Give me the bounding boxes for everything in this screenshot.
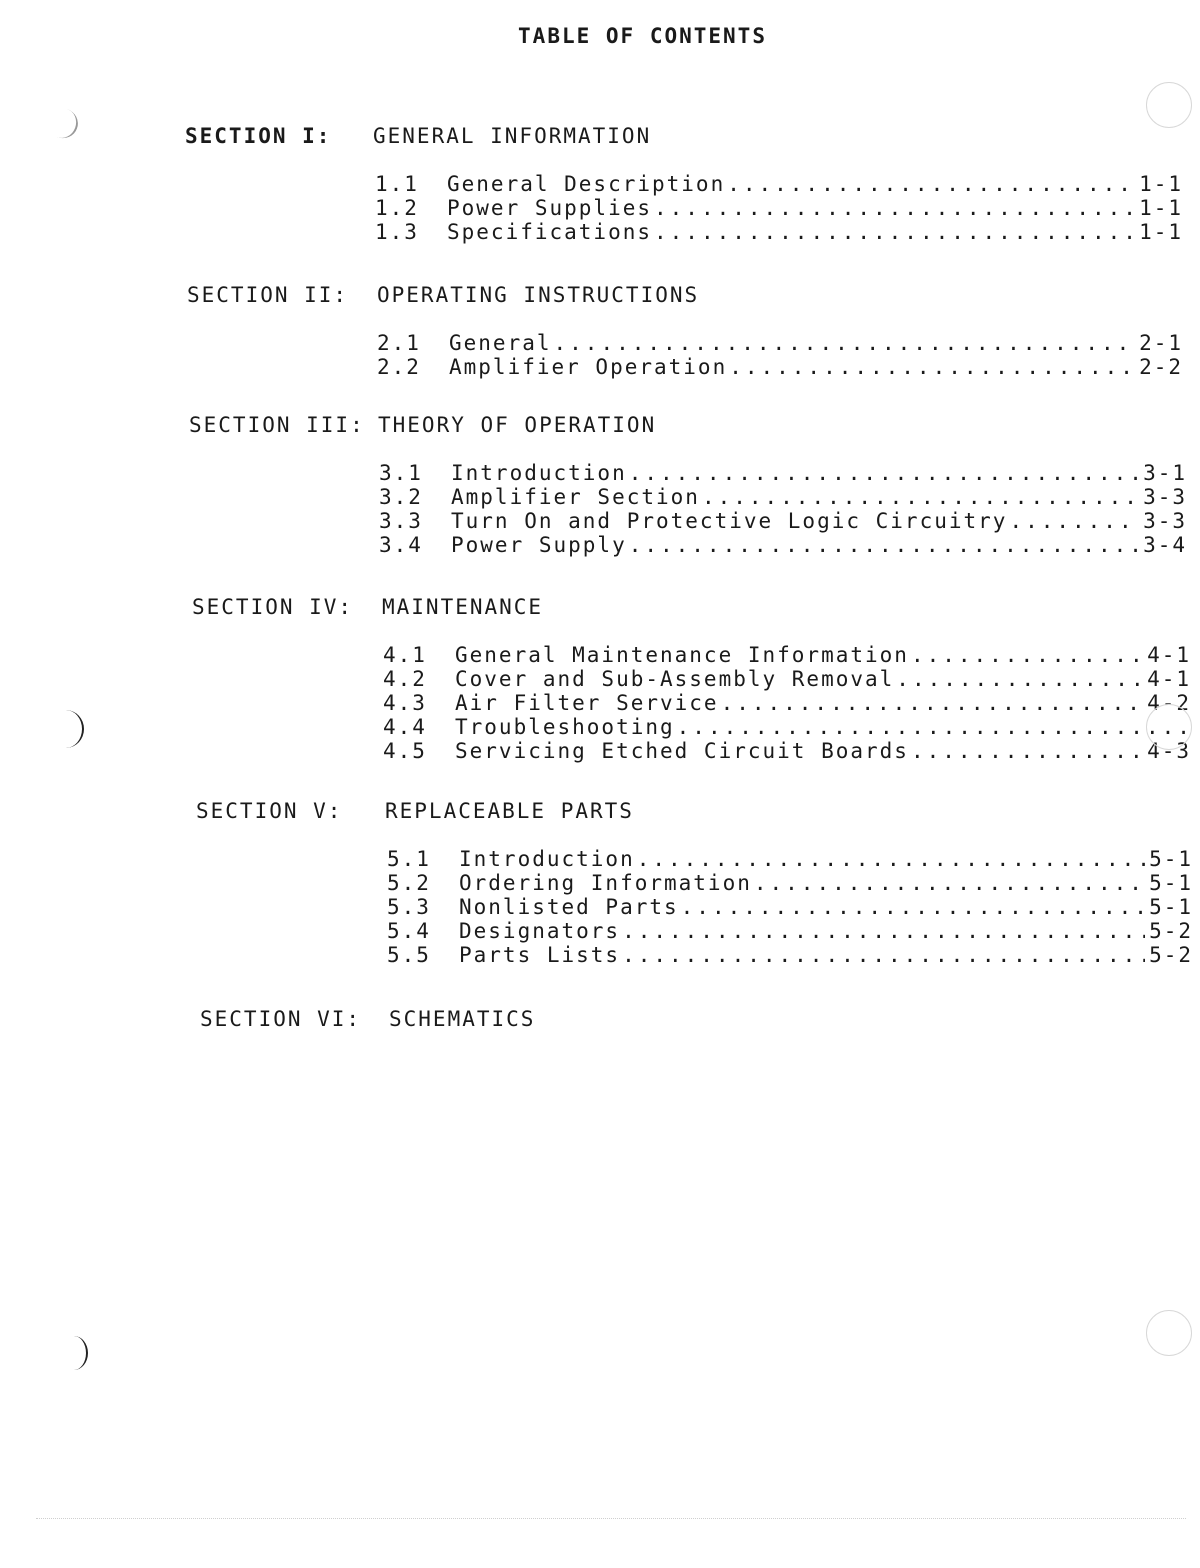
section-label: SECTION IV: (192, 595, 354, 619)
entry-page-number: 1-1 (1139, 220, 1183, 244)
entry-page-number: 3-3 (1143, 509, 1187, 533)
dot-leader (1009, 509, 1139, 533)
section-label: SECTION I: (185, 124, 332, 148)
entry-page-number: 4-1 (1147, 667, 1191, 691)
entry-title: General (449, 331, 552, 355)
dot-leader (681, 895, 1145, 919)
toc-entry (383, 643, 1191, 667)
section-title: SCHEMATICS (389, 1007, 536, 1031)
entry-page-number: 3-1 (1143, 461, 1187, 485)
toc-entry (379, 461, 1187, 485)
entry-title: Troubleshooting (455, 715, 675, 739)
entry-page-number: 4-1 (1147, 643, 1191, 667)
section-label: SECTION VI: (200, 1007, 362, 1031)
entry-title: Power Supplies (447, 196, 653, 220)
entry-title: Air Filter Service (455, 691, 719, 715)
section-label: SECTION III: (189, 413, 365, 437)
entry-number: 5.2 (387, 871, 431, 895)
entry-number: 5.1 (387, 847, 431, 871)
entry-number: 5.4 (387, 919, 431, 943)
toc-entry (375, 220, 1183, 244)
entry-title: Servicing Etched Circuit Boards (455, 739, 909, 763)
entry-number: 4.1 (383, 643, 427, 667)
section-title: GENERAL INFORMATION (373, 124, 652, 148)
toc-entry (387, 919, 1193, 943)
entry-number: 1.1 (375, 172, 419, 196)
toc-entry (375, 172, 1183, 196)
binder-hole (1146, 1310, 1192, 1356)
entry-title: Nonlisted Parts (459, 895, 679, 919)
entry-number: 3.3 (379, 509, 423, 533)
entry-page-number: 4-2 (1147, 691, 1191, 715)
entry-number: 4.4 (383, 715, 427, 739)
toc-entry (387, 895, 1193, 919)
entry-title: Parts Lists (459, 943, 621, 967)
entry-page-number: 5-2 (1149, 943, 1193, 967)
entry-title: Introduction (459, 847, 635, 871)
entry-number: 3.2 (379, 485, 423, 509)
binder-hole (1146, 704, 1192, 750)
dot-leader (629, 461, 1139, 485)
entry-number: 4.2 (383, 667, 427, 691)
entry-page-number: 5-1 (1149, 871, 1193, 895)
entry-number: 4.5 (383, 739, 427, 763)
entry-page-number: 3-3 (1143, 485, 1187, 509)
dot-leader (554, 331, 1136, 355)
entry-page-number: 4-3 (1147, 739, 1191, 763)
binder-hole (1146, 82, 1192, 128)
entry-title: Designators (459, 919, 621, 943)
entry-page-number: 1-1 (1139, 196, 1183, 220)
toc-entry (383, 739, 1191, 763)
entry-page-number: 3-4 (1143, 533, 1187, 557)
entry-number: 3.1 (379, 461, 423, 485)
toc-entry (379, 509, 1187, 533)
entry-title: Amplifier Operation (449, 355, 728, 379)
entry-title: General Description (447, 172, 726, 196)
dot-leader (629, 533, 1139, 557)
toc-entry (383, 667, 1191, 691)
entry-number: 1.3 (375, 220, 419, 244)
section-title: OPERATING INSTRUCTIONS (377, 283, 700, 307)
toc-entry (379, 485, 1187, 509)
dot-leader (622, 943, 1145, 967)
margin-mark (48, 710, 84, 748)
dot-leader (622, 919, 1145, 943)
dot-leader (727, 172, 1135, 196)
entry-title: Power Supply (451, 533, 627, 557)
entry-title: Specifications (447, 220, 653, 244)
entry-number: 1.2 (375, 196, 419, 220)
entry-page-number: 1-1 (1139, 172, 1183, 196)
toc-entry (379, 533, 1187, 557)
entry-title: Amplifier Section (451, 485, 700, 509)
toc-entry (387, 871, 1193, 895)
dot-leader (721, 691, 1143, 715)
entry-title: General Maintenance Information (455, 643, 909, 667)
toc-entry (377, 331, 1183, 355)
dot-leader (911, 643, 1143, 667)
toc-entry (383, 715, 1191, 739)
section-title: REPLACEABLE PARTS (385, 799, 634, 823)
entry-number: 3.4 (379, 533, 423, 557)
entry-page-number: 5-1 (1149, 847, 1193, 871)
toc-entry (387, 847, 1193, 871)
margin-mark (60, 1336, 88, 1370)
section-label: SECTION II: (187, 283, 349, 307)
margin-mark (42, 103, 82, 142)
entry-title: Turn On and Protective Logic Circuitry (451, 509, 1008, 533)
section-label: SECTION V: (196, 799, 343, 823)
entry-page-number: 2-2 (1139, 355, 1183, 379)
entry-title: Introduction (451, 461, 627, 485)
toc-entry (387, 943, 1193, 967)
entry-page-number: 2-1 (1139, 331, 1183, 355)
toc-entry (377, 355, 1183, 379)
entry-page-number: 5-2 (1149, 919, 1193, 943)
dot-leader (911, 739, 1143, 763)
dot-leader (677, 715, 1187, 739)
dot-leader (654, 196, 1135, 220)
entry-title: Ordering Information (459, 871, 752, 895)
footer-rule (36, 1518, 1186, 1519)
dot-leader (637, 847, 1145, 871)
toc-entry (383, 691, 1191, 715)
dot-leader (754, 871, 1145, 895)
entry-number: 5.3 (387, 895, 431, 919)
dot-leader (896, 667, 1143, 691)
dot-leader (702, 485, 1139, 509)
dot-leader (729, 355, 1135, 379)
page-title: TABLE OF CONTENTS (518, 24, 767, 48)
section-title: THEORY OF OPERATION (378, 413, 657, 437)
entry-title: Cover and Sub-Assembly Removal (455, 667, 895, 691)
entry-page-number: 5-1 (1149, 895, 1193, 919)
entry-number: 2.2 (377, 355, 421, 379)
dot-leader (654, 220, 1135, 244)
entry-number: 2.1 (377, 331, 421, 355)
toc-entry (375, 196, 1183, 220)
section-title: MAINTENANCE (382, 595, 544, 619)
entry-number: 5.5 (387, 943, 431, 967)
entry-number: 4.3 (383, 691, 427, 715)
